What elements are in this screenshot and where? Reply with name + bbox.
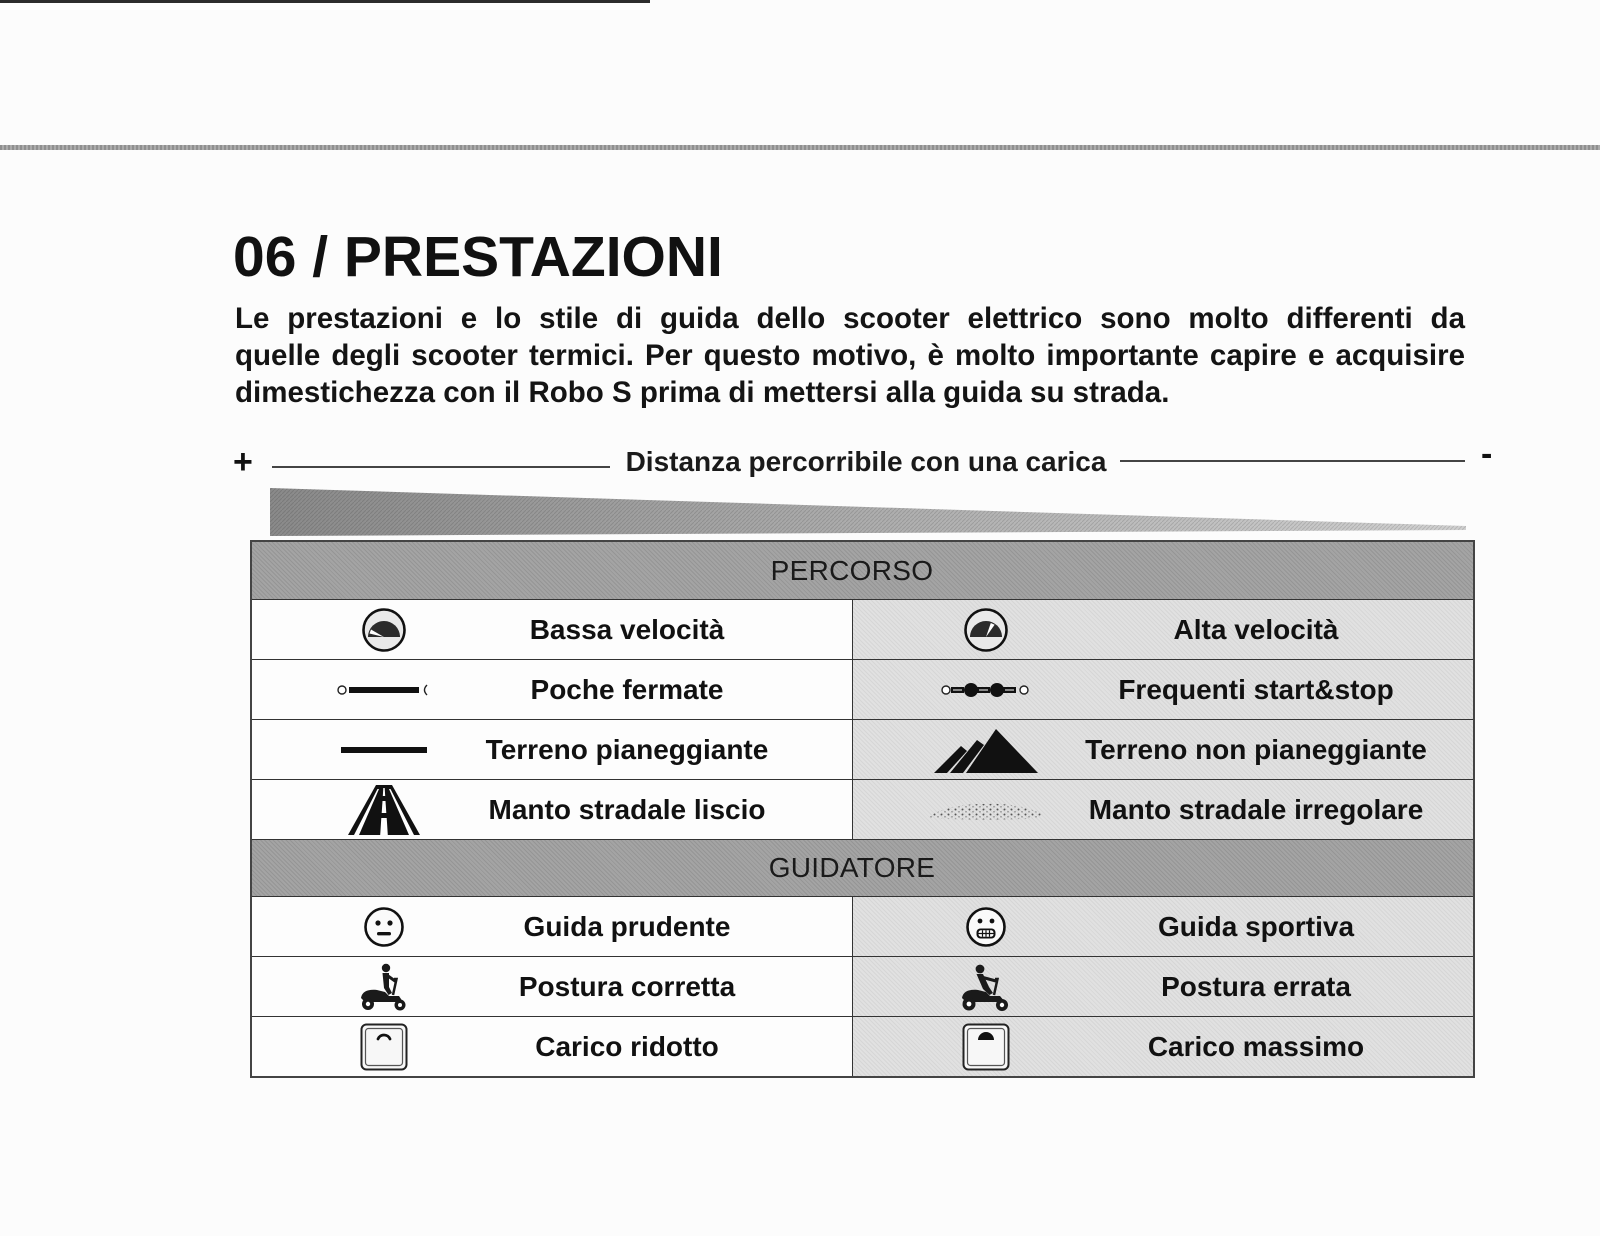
table-row	[252, 779, 1473, 839]
condition-label: Terreno non pianeggiante	[1085, 733, 1427, 765]
table-row	[252, 1016, 1473, 1076]
rough-road-icon	[926, 798, 1046, 822]
range-line-right	[1120, 460, 1465, 462]
cell-flat-terrain	[252, 720, 852, 779]
intro-line: dimestichezza con il Robo S prima di mettersi alla guida su strada.	[235, 376, 1170, 409]
section-title: PERCORSO	[770, 554, 934, 586]
cell-frequent-stops	[852, 660, 1473, 719]
range-label: Distanza percorribile con una carica	[625, 446, 1107, 477]
table-row	[252, 719, 1473, 779]
intro-line: quelle degli scooter termici. Per questo motivo, è molto importante capire e acquisire	[235, 339, 1465, 372]
table-row	[252, 659, 1473, 719]
condition-label: Terreno pianeggiante	[485, 733, 769, 765]
range-less-symbol: -	[1481, 435, 1493, 473]
flat-terrain-icon	[339, 745, 429, 755]
few-stops-icon	[336, 682, 432, 698]
page-rule	[0, 145, 1600, 150]
cell-wrong-posture	[852, 957, 1473, 1016]
frequent-stops-icon	[940, 681, 1032, 699]
range-more-symbol: +	[233, 443, 253, 481]
light-load-icon	[360, 1023, 408, 1071]
cell-rough-road	[852, 780, 1473, 839]
condition-label: Guida sportiva	[1157, 910, 1355, 942]
page-title: 06 / PRESTAZIONI	[233, 225, 723, 289]
upright-rider-icon	[359, 962, 409, 1012]
section-title: GUIDATORE	[768, 852, 936, 883]
section-header-guidatore	[252, 839, 1473, 896]
cell-hilly-terrain	[852, 720, 1473, 779]
cell-few-stops	[252, 660, 852, 719]
condition-label: Alta velocità	[1173, 613, 1339, 645]
performance-table	[250, 540, 1475, 1078]
cell-smooth-road	[252, 780, 852, 839]
range-line-left	[272, 466, 610, 468]
condition-label: Manto stradale liscio	[488, 793, 766, 825]
condition-label: Poche fermate	[530, 673, 724, 705]
heavy-load-icon	[962, 1023, 1010, 1071]
condition-label: Carico ridotto	[535, 1030, 719, 1062]
intro-paragraph	[235, 300, 1465, 411]
cell-low-speed	[252, 600, 852, 659]
slouched-rider-icon	[960, 962, 1012, 1012]
condition-label: Manto stradale irregolare	[1088, 793, 1424, 825]
section-header-percorso	[252, 542, 1473, 599]
grin-face-icon	[965, 906, 1007, 948]
cell-correct-posture	[252, 957, 852, 1016]
table-row	[252, 956, 1473, 1016]
cell-light-load	[252, 1017, 852, 1076]
table-row	[252, 599, 1473, 659]
high-speed-gauge-icon	[963, 607, 1009, 653]
cell-sporty-riding	[852, 897, 1473, 956]
cell-calm-riding	[252, 897, 852, 956]
condition-label: Frequenti start&stop	[1118, 673, 1394, 705]
hilly-terrain-icon	[934, 727, 1038, 773]
low-speed-gauge-icon	[361, 607, 407, 653]
table-row	[252, 896, 1473, 956]
condition-label: Bassa velocità	[529, 613, 725, 645]
calm-face-icon	[363, 906, 405, 948]
cell-heavy-load	[852, 1017, 1473, 1076]
range-wedge	[270, 486, 1466, 536]
condition-label: Guida prudente	[523, 910, 731, 942]
smooth-road-icon	[348, 785, 420, 835]
intro-line: Le prestazioni e lo stile di guida dello scooter elettrico sono molto differenti da	[235, 302, 1465, 335]
scan-edge-line	[0, 0, 650, 3]
condition-label: Postura errata	[1161, 970, 1351, 1002]
cell-high-speed	[852, 600, 1473, 659]
condition-label: Carico massimo	[1147, 1030, 1365, 1062]
condition-label: Postura corretta	[518, 970, 736, 1002]
